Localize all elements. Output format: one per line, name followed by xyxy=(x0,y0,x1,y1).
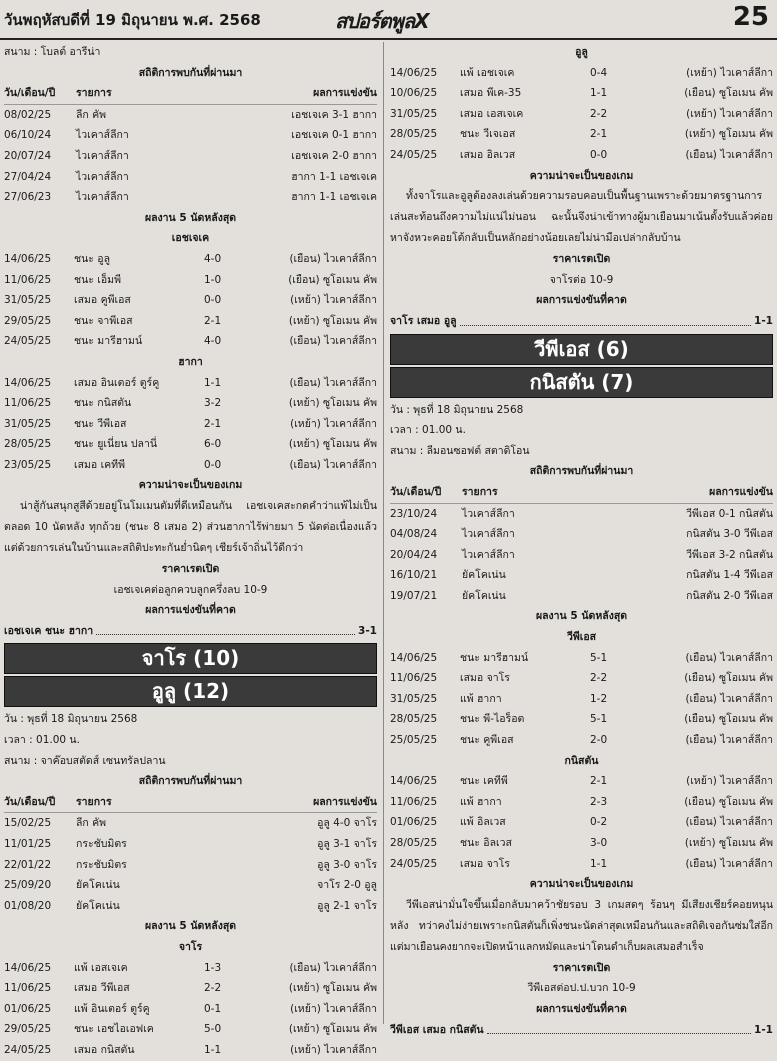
form-row xyxy=(4,393,377,414)
form-cell: เสมอ เอสเจเค xyxy=(460,107,524,120)
team-name: วีพีเอส xyxy=(566,631,597,644)
form-cell: 11/06/25 xyxy=(4,397,52,410)
h2h-col-1: รายการ xyxy=(76,87,112,100)
section-title: สถิติการพบกันที่ผ่านมา xyxy=(529,465,634,478)
form-row xyxy=(390,668,773,689)
form-row xyxy=(390,648,773,669)
match-day: วัน : พุธที่ 18 มิถุนายน 2568 xyxy=(4,713,138,726)
h2h-cell: 01/08/20 xyxy=(4,899,52,912)
form-cell: 5-1 xyxy=(590,651,608,664)
team-name: จาโร xyxy=(178,940,203,953)
form-cell: 24/05/25 xyxy=(390,148,438,161)
h2h-cell: อูลู 4-0 จาโร xyxy=(317,817,377,830)
masthead-logo: สปอร์ตพูลX xyxy=(335,9,429,33)
h2h-cell: ยัคโคเน่น xyxy=(462,589,506,602)
form-cell: 28/05/25 xyxy=(390,837,438,849)
h2h-row xyxy=(4,167,377,188)
form-cell: 28/05/25 xyxy=(4,438,52,451)
h2h-col-2: ผลการแข่งขัน xyxy=(709,485,773,498)
h2h-row xyxy=(390,524,773,545)
form-cell: ชนะ คูพีเอส xyxy=(460,734,514,747)
form-cell: 1-1 xyxy=(204,376,222,389)
form-cell: 31/05/25 xyxy=(4,417,52,430)
form-cell: 11/06/25 xyxy=(390,672,438,685)
form-cell: (เหย้า) ไวเคาส์ลีกา xyxy=(686,775,773,788)
h2h-cell: ไวเคาส์ลีกา xyxy=(76,191,129,204)
h2h-col-2: ผลการแข่งขัน xyxy=(313,795,377,808)
form-cell: 14/06/25 xyxy=(4,961,52,974)
form-cell: ชนะ เอชไอเอฟเค xyxy=(74,1023,154,1036)
h2h-row xyxy=(4,146,377,167)
form-cell: แพ้ อินเตอร์ ตูร์คู xyxy=(74,1002,150,1015)
section-title: ราคาเรตเปิด xyxy=(161,563,220,576)
form-cell: (เยือน) ไวเคาส์ลีกา xyxy=(685,692,773,705)
h2h-cell: กนิสตัน 3-0 วีพีเอส xyxy=(686,528,773,541)
form-row xyxy=(4,414,377,435)
h2h-row xyxy=(4,105,377,126)
section-title: สถิติการพบกันที่ผ่านมา xyxy=(138,775,243,788)
form-cell: 31/05/25 xyxy=(390,107,438,120)
h2h-header xyxy=(4,83,377,105)
h2h-cell: 25/09/20 xyxy=(4,879,52,892)
h2h-cell: ลีก คัพ xyxy=(76,817,107,830)
left-column xyxy=(4,42,377,1061)
form-cell: 2-3 xyxy=(590,795,608,808)
form-cell: (เยือน) ซูโอเมน คัพ xyxy=(288,273,377,286)
form-cell: 3-2 xyxy=(204,397,222,410)
match-time: เวลา : 01.00 น. xyxy=(390,424,466,437)
form-cell: (เยือน) ไวเคาส์ลีกา xyxy=(685,651,773,664)
h2h-cell: 22/01/22 xyxy=(4,858,52,871)
form-row xyxy=(390,833,773,854)
form-cell: 2-1 xyxy=(590,128,608,141)
form-cell: 1-2 xyxy=(590,692,608,705)
h2h-cell: ฮากา 1-1 เอชเจเค xyxy=(291,170,377,183)
form-cell: 2-2 xyxy=(204,982,222,995)
form-cell: 14/06/25 xyxy=(390,775,438,788)
prediction-score: 1-1 xyxy=(754,1023,773,1036)
form-cell: แพ้ อิลเวส xyxy=(460,816,506,829)
section-title: ผลงาน 5 นัดหลังสุด xyxy=(144,920,237,933)
section-title: ความน่าจะเป็นของเกม xyxy=(138,479,243,492)
prediction-text: จาโร เสมอ อูลู xyxy=(390,314,457,327)
h2h-cell: ยัคโคเน่น xyxy=(76,899,120,912)
section-title: ผลการแข่งขันที่คาด xyxy=(536,294,627,307)
form-cell: (เหย้า) ซูโอเมน คัพ xyxy=(288,438,377,451)
page-header xyxy=(0,0,777,40)
match-day: วัน : พุธที่ 18 มิถุนายน 2568 xyxy=(390,403,524,416)
h2h-cell: เอชเจเค 3-1 ฮากา xyxy=(291,108,377,121)
h2h-row xyxy=(4,125,377,146)
form-cell: 24/05/25 xyxy=(4,1043,52,1056)
form-cell: ชนะ เอ็มพี xyxy=(74,273,122,286)
h2h-cell: กนิสตัน 2-0 วีพีเอส xyxy=(686,589,773,602)
price-text: จาโรต่อ 10-9 xyxy=(549,273,614,286)
form-cell: แพ้ ฮากา xyxy=(460,795,502,808)
h2h-cell: 08/02/25 xyxy=(4,108,52,121)
form-cell: (เหย้า) ไวเคาส์ลีกา xyxy=(686,107,773,120)
form-cell: 0-2 xyxy=(590,816,608,829)
h2h-row xyxy=(4,875,377,896)
h2h-cell: 19/07/21 xyxy=(390,589,438,602)
match-banner: อูลู (12) xyxy=(4,676,377,707)
right-column xyxy=(390,42,773,1040)
form-cell: 1-1 xyxy=(204,1043,222,1056)
form-cell: เสมอ พีเค-35 xyxy=(460,87,522,100)
h2h-cell: 06/10/24 xyxy=(4,129,52,142)
h2h-row xyxy=(4,896,377,917)
form-row xyxy=(390,771,773,792)
form-cell: (เหย้า) ซูโอเมน คัพ xyxy=(288,397,377,410)
prediction-text: วีพีเอส เสมอ กนิสตัน xyxy=(390,1023,484,1036)
form-cell: แพ้ เอสเจเค xyxy=(74,961,128,974)
form-cell: 28/05/25 xyxy=(390,713,438,726)
h2h-col-1: รายการ xyxy=(462,485,498,498)
h2h-cell: ไวเคาส์ลีกา xyxy=(462,548,515,561)
form-cell: 0-0 xyxy=(204,458,222,471)
form-cell: (เยือน) ไวเคาส์ลีกา xyxy=(685,734,773,747)
form-cell: (เหย้า) ไวเคาส์ลีกา xyxy=(686,66,773,79)
h2h-cell: ไวเคาส์ลีกา xyxy=(76,170,129,183)
prediction-score: 1-1 xyxy=(754,314,773,327)
h2h-header xyxy=(4,792,377,814)
form-row xyxy=(390,124,773,145)
form-cell: ชนะ มารีฮามน์ xyxy=(74,335,143,348)
analysis-paragraph: น่าสู้กันสนุกสูสีด้วยอยู่โนโมเมนตัมที่ดีเหมือนกัน เอชเจเคสะกดคำว่าแพ้ไม่เป็นตลอด 10 นัดหลัง ทุกถ้วย (ชนะ 8 เสมอ 2) ส่วนฮากาไร้พ่ายมา 5 นัดต่อเนื่องแล้ว แต่ด้วยการเล่นในบ้านและสถิติปะทะกันย่ำนิดๆ เชียร์เจ้าถิ่นไว้ดีกว่า xyxy=(4,500,377,555)
price-text: เอชเจเคต่อลูกควบลูกครึ่งลบ 10-9 xyxy=(113,583,268,596)
h2h-cell: ไวเคาส์ลีกา xyxy=(462,507,515,520)
team-name: อูลู xyxy=(575,46,588,58)
form-cell: 1-1 xyxy=(590,857,608,870)
form-cell: 28/05/25 xyxy=(390,128,438,141)
form-row xyxy=(4,434,377,455)
form-row xyxy=(390,63,773,84)
form-row xyxy=(390,730,773,751)
form-cell: ชนะ วีเจเอส xyxy=(460,128,516,141)
form-cell: 4-0 xyxy=(204,335,222,348)
match-banner: กนิสตัน (7) xyxy=(390,367,773,398)
section-title: ความน่าจะเป็นของเกม xyxy=(529,878,634,891)
h2h-row xyxy=(4,855,377,876)
form-cell: 2-0 xyxy=(590,734,608,747)
h2h-cell: ไวเคาส์ลีกา xyxy=(76,149,129,162)
section-title: ผลการแข่งขันที่คาด xyxy=(536,1002,627,1015)
prediction-leader xyxy=(487,1020,751,1035)
form-cell: 2-2 xyxy=(590,672,608,685)
form-row xyxy=(390,812,773,833)
h2h-col-0: วัน/เดือน/ปี xyxy=(4,795,56,808)
form-cell: (เหย้า) ซูโอเมน คัพ xyxy=(288,1023,377,1036)
form-row xyxy=(390,792,773,813)
form-cell: 25/05/25 xyxy=(390,734,438,747)
h2h-row xyxy=(390,504,773,525)
form-row xyxy=(4,373,377,394)
form-cell: 6-0 xyxy=(204,438,222,451)
form-row xyxy=(4,270,377,291)
h2h-row xyxy=(390,565,773,586)
form-cell: (เหย้า) ไวเคาส์ลีกา xyxy=(290,1043,377,1056)
h2h-cell: จาโร 2-0 อูลู xyxy=(317,879,377,892)
form-cell: เสมอ วีพีเอส xyxy=(74,982,130,995)
form-cell: (เยือน) ไวเคาส์ลีกา xyxy=(289,335,377,348)
section-title: ผลการแข่งขันที่คาด xyxy=(145,604,236,617)
h2h-cell: 20/07/24 xyxy=(4,149,52,162)
form-cell: (เยือน) ซูโอเมน คัพ xyxy=(684,795,773,808)
form-cell: 31/05/25 xyxy=(4,294,52,307)
form-row xyxy=(4,1019,377,1040)
form-cell: (เยือน) ไวเคาส์ลีกา xyxy=(685,816,773,829)
form-cell: ชนะ อิลเวส xyxy=(460,837,512,849)
h2h-col-0: วัน/เดือน/ปี xyxy=(390,485,442,498)
h2h-cell: 27/04/24 xyxy=(4,170,52,183)
form-cell: (เยือน) ไวเคาส์ลีกา xyxy=(289,252,377,265)
h2h-cell: 11/01/25 xyxy=(4,838,52,850)
form-cell: แพ้ เอชเจเค xyxy=(460,66,515,79)
h2h-cell: 16/10/21 xyxy=(390,569,438,582)
h2h-cell: 04/08/24 xyxy=(390,528,438,541)
h2h-cell: อูลู 3-1 จาโร xyxy=(317,838,377,850)
section-title: ผลงาน 5 นัดหลังสุด xyxy=(144,211,237,224)
h2h-cell: 20/04/24 xyxy=(390,548,438,561)
form-cell: (เยือน) ไวเคาส์ลีกา xyxy=(685,857,773,870)
form-cell: 24/05/25 xyxy=(390,857,438,870)
form-row xyxy=(390,854,773,875)
form-cell: (เหย้า) ซูโอเมน คัพ xyxy=(684,837,773,849)
form-cell: เสมอ เคทีพี xyxy=(74,458,126,471)
form-cell: 14/06/25 xyxy=(390,651,438,664)
form-row xyxy=(4,290,377,311)
form-cell: ชนะ วีพีเอส xyxy=(74,417,127,430)
form-row xyxy=(4,1040,377,1061)
section-title: ราคาเรตเปิด xyxy=(552,253,611,266)
form-cell: (เหย้า) ไวเคาส์ลีกา xyxy=(290,1002,377,1015)
form-cell: (เยือน) ซูโอเมน คัพ xyxy=(684,672,773,685)
issue-date: วันพฤหัสบดีที่ 19 มิถุนายน พ.ศ. 2568 xyxy=(4,11,261,29)
form-cell: (เหย้า) ซูโอเมน คัพ xyxy=(288,314,377,327)
form-cell: 0-0 xyxy=(590,148,608,161)
prediction-text: เอชเจเค ชนะ ฮากา xyxy=(4,624,94,637)
form-cell: 29/05/25 xyxy=(4,314,52,327)
form-row xyxy=(390,83,773,104)
form-row xyxy=(4,455,377,476)
prediction-leader xyxy=(96,621,355,636)
h2h-col-0: วัน/เดือน/ปี xyxy=(4,87,56,100)
h2h-row xyxy=(4,187,377,208)
form-cell: (เยือน) ซูโอเมน คัพ xyxy=(684,713,773,726)
h2h-cell: ฮากา 1-1 เอชเจเค xyxy=(291,191,377,204)
h2h-cell: ไวเคาส์ลีกา xyxy=(76,129,129,142)
form-cell: (เยือน) ไวเคาส์ลีกา xyxy=(289,458,377,471)
form-cell: 0-0 xyxy=(204,294,222,307)
form-cell: 23/05/25 xyxy=(4,458,52,471)
form-row xyxy=(4,311,377,332)
h2h-cell: ไวเคาส์ลีกา xyxy=(462,528,515,541)
match-banner: จาโร (10) xyxy=(4,643,377,674)
form-cell: เสมอ จาโร xyxy=(460,857,510,870)
section-title: สถิติการพบกันที่ผ่านมา xyxy=(138,66,243,79)
form-cell: 14/06/25 xyxy=(4,376,52,389)
match-banner: วีพีเอส (6) xyxy=(390,334,773,365)
form-row xyxy=(4,978,377,999)
h2h-row xyxy=(4,834,377,855)
section-title: ความน่าจะเป็นของเกม xyxy=(529,169,634,182)
h2h-cell: ยัคโคเน่น xyxy=(76,879,120,892)
h2h-col-1: รายการ xyxy=(76,795,112,808)
h2h-cell: กระชับมิตร xyxy=(76,838,127,850)
prediction-line xyxy=(390,1020,773,1041)
form-cell: 11/06/25 xyxy=(390,795,438,808)
form-row xyxy=(4,958,377,979)
form-cell: 0-4 xyxy=(590,66,608,79)
h2h-row xyxy=(4,813,377,834)
h2h-cell: ยัคโคเน่น xyxy=(462,569,506,582)
form-cell: 4-0 xyxy=(204,252,222,265)
analysis-paragraph: ทั้งจาโรและอูลูต้องลงเล่นด้วยความรอบคอบเป็นพื้นฐานเพราะด้วยมาตรฐานการเล่นสะท้อนถึงความไม่แน่ไม่นอน ฉะนั้นจึงน่าเข้าทางผู้มาเยือนมาเน้นตั้งรับแล้วค่อยหาจังหวะคอยโต้กลับเป็นหลักอย่างน้อยเลยไม่น่ามือเปล่ากลับบ้าน xyxy=(390,190,773,245)
form-cell: 31/05/25 xyxy=(390,692,438,705)
section-title: ราคาเรตเปิด xyxy=(552,961,611,974)
prediction-leader xyxy=(460,311,751,326)
h2h-cell: เอชเจเค 2-0 ฮากา xyxy=(291,149,377,162)
h2h-cell: 27/06/23 xyxy=(4,191,52,204)
h2h-row xyxy=(390,586,773,607)
form-cell: 5-0 xyxy=(204,1023,222,1036)
form-cell: (เยือน) ไวเคาส์ลีกา xyxy=(685,148,773,161)
form-cell: (เหย้า) ซูโอเมน คัพ xyxy=(288,982,377,995)
h2h-cell: วีพีเอส 3-2 กนิสตัน xyxy=(686,548,773,561)
form-cell: 14/06/25 xyxy=(4,252,52,265)
team-name: ฮากา xyxy=(178,355,203,368)
form-cell: เสมอ กนิสตัน xyxy=(74,1043,135,1056)
form-cell: ชนะ ยูเนี่ยน ปลานี่ xyxy=(74,438,158,451)
form-cell: 5-1 xyxy=(590,713,608,726)
form-row xyxy=(390,145,773,166)
form-cell: ชนะ เคทีพี xyxy=(460,775,508,788)
h2h-cell: วีพีเอส 0-1 กนิสตัน xyxy=(686,507,773,520)
form-cell: 01/06/25 xyxy=(4,1002,52,1015)
form-cell: ชนะ จาพีเอส xyxy=(74,314,133,327)
form-cell: (เหย้า) ซูโอเมน คัพ xyxy=(684,128,773,141)
analysis-paragraph: วีพีเอสน่ามั่นใจขึ้นเมื่อกลับมาคว้าชัยรอบ 3 เกมสดๆ ร้อนๆ มีเสียงเชียร์คอยหนุนหลัง ทว่าคงไม่ง่ายเพราะกนิสตันก็เพิ่งชนะนัดล่าสุดเหมือนกันและสถิติเจอกันซ่มใส่อีก แต่มาเยือนคงยากจะเปิดหน้าแลกหมัดและน่าโดนดำเก็บผลเสมอสำเร็จ xyxy=(390,898,773,953)
form-cell: เสมอ จาโร xyxy=(460,672,510,685)
team-name: กนิสตัน xyxy=(564,754,599,767)
match-time: เวลา : 01.00 น. xyxy=(4,734,80,747)
section-title: ผลงาน 5 นัดหลังสุด xyxy=(535,610,628,623)
form-cell: เสมอ อินเตอร์ ตูร์คู xyxy=(74,376,160,389)
form-cell: 1-3 xyxy=(204,961,222,974)
form-cell: 3-0 xyxy=(590,837,608,849)
form-cell: (เยือน) ไวเคาส์ลีกา xyxy=(289,376,377,389)
venue: สนาม : จาค๊อบสตัดส์ เซนทรัลปลาน xyxy=(4,754,166,767)
form-cell: 2-1 xyxy=(204,417,222,430)
prediction-score: 3-1 xyxy=(358,624,377,637)
form-cell: 2-1 xyxy=(204,314,222,327)
form-cell: ชนะ พี-ไอร็อต xyxy=(460,713,525,726)
team-name: เอชเจเค xyxy=(171,232,210,245)
price-text: วีพีเอสต่อป.ป.บวก 10-9 xyxy=(527,982,636,995)
form-row xyxy=(4,249,377,270)
form-cell: (เหย้า) ไวเคาส์ลีกา xyxy=(290,417,377,430)
form-cell: 01/06/25 xyxy=(390,816,438,829)
form-cell: 11/06/25 xyxy=(4,982,52,995)
h2h-cell: ลีก คัพ xyxy=(76,108,107,121)
h2h-row xyxy=(390,545,773,566)
form-cell: แพ้ ฮากา xyxy=(460,692,502,705)
form-cell: ชนะ มารีฮามน์ xyxy=(460,651,529,664)
form-row xyxy=(390,709,773,730)
prediction-line xyxy=(4,621,377,642)
h2h-cell: เอชเจเค 0-1 ฮากา xyxy=(291,129,377,142)
form-cell: 2-2 xyxy=(590,107,608,120)
form-cell: 11/06/25 xyxy=(4,273,52,286)
venue: สนาม : โบลต์ อารีน่า xyxy=(4,46,101,58)
form-cell: 2-1 xyxy=(590,775,608,788)
h2h-cell: 23/10/24 xyxy=(390,507,438,520)
form-cell: 1-0 xyxy=(204,273,222,286)
h2h-cell: 15/02/25 xyxy=(4,817,52,830)
h2h-cell: กระชับมิตร xyxy=(76,858,127,871)
form-cell: 10/06/25 xyxy=(390,87,438,100)
form-cell: ชนะ อูลู xyxy=(74,252,111,265)
form-row xyxy=(390,104,773,125)
form-cell: 1-1 xyxy=(590,87,608,100)
form-row xyxy=(390,689,773,710)
venue: สนาม : ลีมอนซอฟต์ สตาดิโอน xyxy=(390,444,530,457)
form-row xyxy=(4,999,377,1020)
h2h-cell: อูลู 2-1 จาโร xyxy=(317,899,377,912)
h2h-cell: กนิสตัน 1-4 วีพีเอส xyxy=(686,569,773,582)
prediction-line xyxy=(390,311,773,332)
form-cell: (เหย้า) ไวเคาส์ลีกา xyxy=(290,294,377,307)
form-row xyxy=(4,331,377,352)
form-cell: (เยือน) ไวเคาส์ลีกา xyxy=(289,961,377,974)
form-cell: เสมอ อิลเวส xyxy=(460,148,516,161)
h2h-col-2: ผลการแข่งขัน xyxy=(313,87,377,100)
form-cell: 0-1 xyxy=(204,1002,222,1015)
h2h-cell: อูลู 3-0 จาโร xyxy=(317,858,377,871)
form-cell: (เยือน) ซูโอเมน คัพ xyxy=(684,87,773,100)
column-divider xyxy=(383,42,384,1024)
form-cell: ชนะ กนิสตัน xyxy=(74,397,132,410)
page-number: 25 xyxy=(732,2,769,32)
form-cell: 24/05/25 xyxy=(4,335,52,348)
form-cell: 14/06/25 xyxy=(390,66,438,79)
h2h-header xyxy=(390,482,773,504)
form-cell: เสมอ คูพีเอส xyxy=(74,294,131,307)
form-cell: 29/05/25 xyxy=(4,1023,52,1036)
